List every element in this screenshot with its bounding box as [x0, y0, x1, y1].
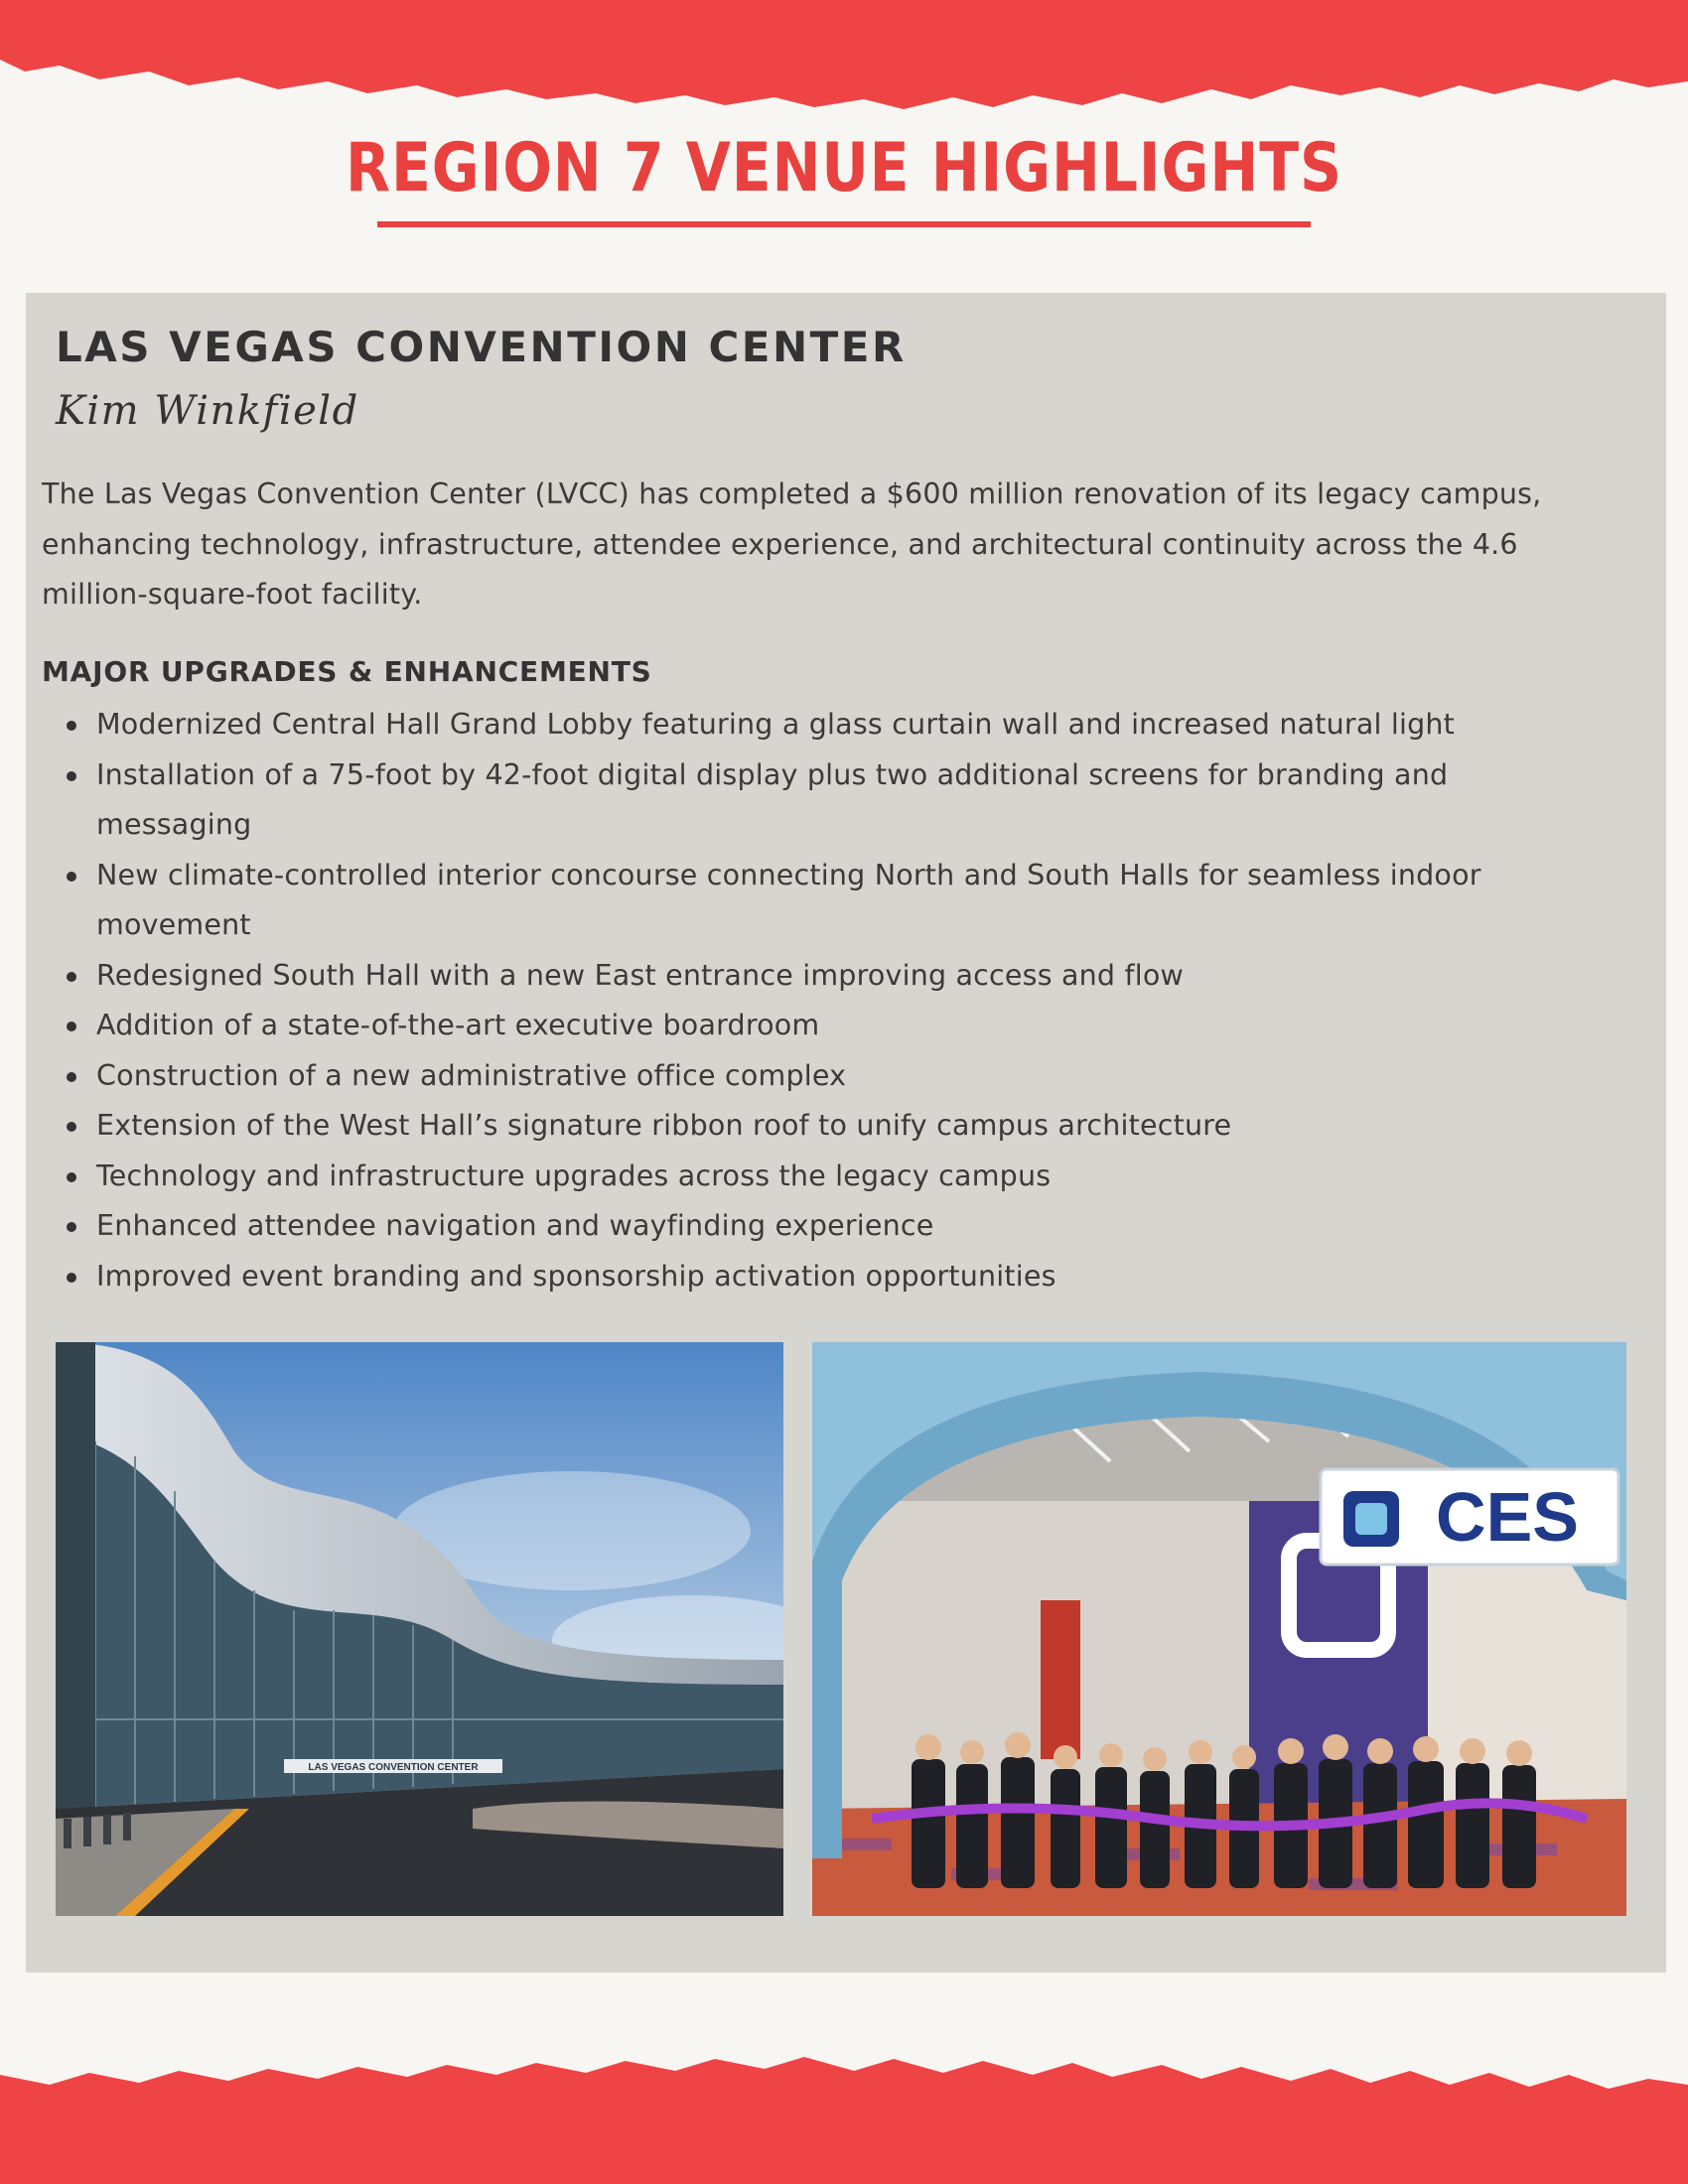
- bottom-torn-banner: [0, 2045, 1688, 2184]
- exterior-photo: [56, 1342, 783, 1916]
- list-item: Installation of a 75-foot by 42-foot digital display plus two additional screens for branding and messaging: [42, 751, 1591, 851]
- intro-paragraph: The Las Vegas Convention Center (LVCC) has completed a $600 million renovation of its legacy campus, enhancing technology, infrastructure, attendee experience, and architectural continuity across the 4.6 million-square-foot facility.: [42, 478, 1542, 611]
- list-item: Modernized Central Hall Grand Lobby featuring a glass curtain wall and increased natural light: [42, 700, 1591, 751]
- top-torn-banner: [0, 0, 1688, 129]
- title-underline: [377, 221, 1311, 227]
- ribbon-cutting-photo: [812, 1342, 1626, 1916]
- list-item: Enhanced attendee navigation and wayfinding experience: [42, 1201, 1591, 1252]
- page-title: REGION 7 VENUE HIGHLIGHTS: [346, 129, 1342, 207]
- ces-logo: CES: [1436, 1478, 1579, 1556]
- author-name: Kim Winkfield: [56, 388, 359, 434]
- upgrades-list: [42, 700, 1591, 1301]
- list-item: Technology and infrastructure upgrades across the legacy campus: [42, 1152, 1591, 1202]
- upgrades-heading: MAJOR UPGRADES & ENHANCEMENTS: [42, 655, 652, 688]
- list-item: Extension of the West Hall’s signature ribbon roof to unify campus architecture: [42, 1101, 1591, 1152]
- venue-name: LAS VEGAS CONVENTION CENTER: [56, 323, 907, 371]
- list-item: Redesigned South Hall with a new East entrance improving access and flow: [42, 951, 1591, 1002]
- building-sign: LAS VEGAS CONVENTION CENTER: [308, 1762, 479, 1773]
- list-item: Improved event branding and sponsorship activation opportunities: [42, 1252, 1591, 1302]
- list-item: Addition of a state-of-the-art executive boardroom: [42, 1001, 1591, 1051]
- list-item: Construction of a new administrative office complex: [42, 1051, 1591, 1102]
- list-item: New climate-controlled interior concourse connecting North and South Halls for seamless indoor movement: [42, 851, 1591, 951]
- venue-panel: [26, 293, 1666, 1973]
